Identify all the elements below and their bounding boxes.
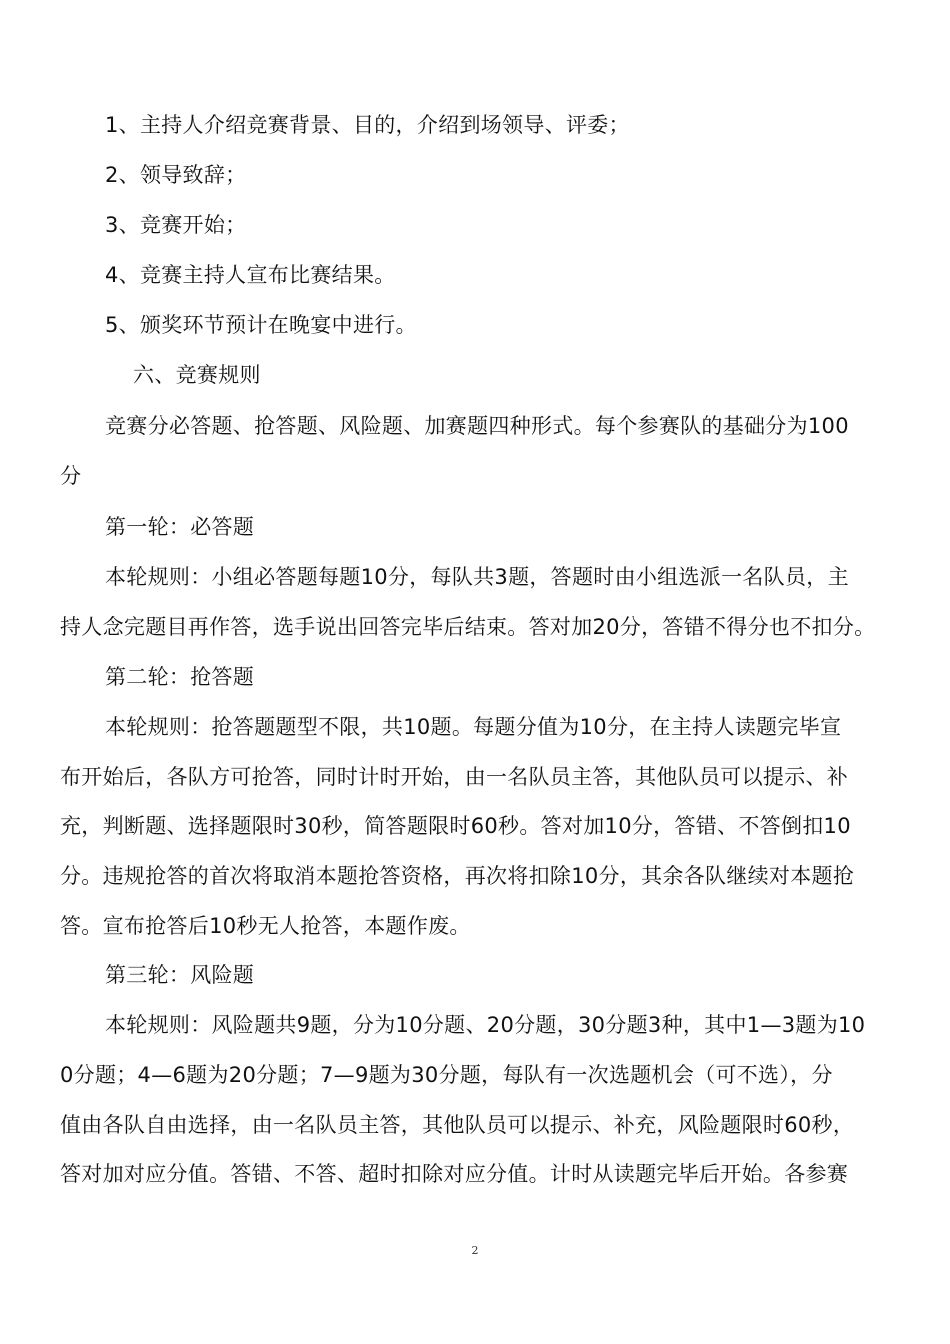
paragraph-line: 分。违规抢答的首次将取消本题抢答资格，再次将扣除10分，其余各队继续对本题抢 <box>60 864 855 888</box>
paragraph-line: 分 <box>60 464 82 488</box>
round-heading: 第一轮：必答题 <box>105 515 255 539</box>
agenda-item-3: 3、竞赛开始； <box>105 213 247 237</box>
paragraph-line: 持人念完题目再作答，选手说出回答完毕后结束。答对加20分，答错不得分也不扣分。 <box>60 615 876 639</box>
page-number: 2 <box>471 1244 479 1257</box>
paragraph-line: 本轮规则：抢答题题型不限，共10题。每题分值为10分，在主持人读题完毕宣 <box>105 715 842 739</box>
paragraph-line: 答对加对应分值。答错、不答、超时扣除对应分值。计时从读题完毕后开始。各参赛 <box>60 1162 849 1186</box>
paragraph-line: 答。宣布抢答后10秒无人抢答，本题作废。 <box>60 914 471 938</box>
agenda-item-4: 4、竞赛主持人宣布比赛结果。 <box>105 263 396 287</box>
agenda-item-5: 5、颁奖环节预计在晚宴中进行。 <box>105 313 417 337</box>
paragraph-line: 本轮规则：小组必答题每题10分，每队共3题，答题时由小组选派一名队员，主 <box>105 565 849 589</box>
paragraph-line: 竞赛分必答题、抢答题、风险题、加赛题四种形式。每个参赛队的基础分为100 <box>105 414 849 438</box>
paragraph-line: 值由各队自由选择，由一名队员主答，其他队员可以提示、补充，风险题限时60秒， <box>60 1113 855 1137</box>
paragraph-line: 布开始后，各队方可抢答，同时计时开始，由一名队员主答，其他队员可以提示、补 <box>60 765 849 789</box>
section-heading: 六、竞赛规则 <box>133 363 261 387</box>
round-heading: 第二轮：抢答题 <box>105 665 255 689</box>
agenda-item-1: 1、主持人介绍竞赛背景、目的，介绍到场领导、评委； <box>105 113 630 137</box>
agenda-item-2: 2、领导致辞； <box>105 163 247 187</box>
paragraph-line: 充，判断题、选择题限时30秒，简答题限时60秒。答对加10分，答错、不答倒扣10 <box>60 814 851 838</box>
round-heading: 第三轮：风险题 <box>105 963 255 987</box>
paragraph-line: 0分题；4—6题为20分题；7—9题为30分题，每队有一次选题机会（可不选），分 <box>60 1063 833 1087</box>
paragraph-line: 本轮规则：风险题共9题，分为10分题、20分题，30分题3种，其中1—3题为10 <box>105 1013 866 1037</box>
